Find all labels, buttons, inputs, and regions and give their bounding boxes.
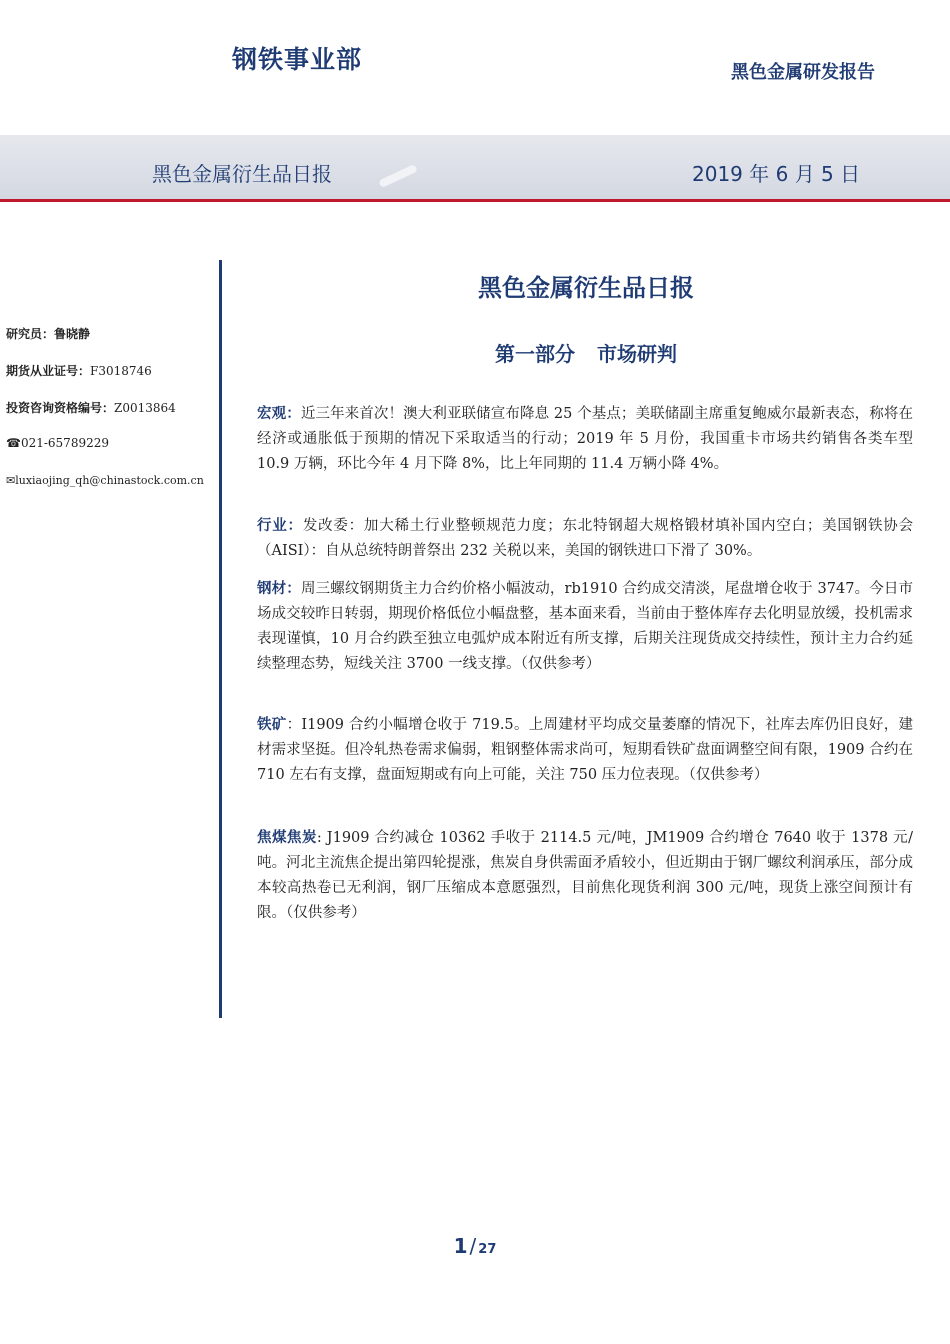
paragraph-label: 钢材： bbox=[257, 580, 301, 597]
researcher-label: 研究员： bbox=[6, 327, 55, 341]
report-date: 2019 年 6 月 5 日 bbox=[692, 162, 861, 186]
researcher-name: 鲁晓静 bbox=[54, 327, 91, 341]
paragraph-coke-coal bbox=[257, 825, 913, 926]
paragraph-text: : J1909 合约减仓 10362 手收于 2114.5 元/吨，JM1909 合约增仓 7640 收于 1378 元/吨。河北主流焦企提出第四轮提涨，焦炭自身供需面矛盾较小，但近期由于钢厂螺纹利润承压，部分成本较高热卷已无利润，钢厂压缩成本意愿强烈，目前焦化现货利润 300 元/吨，现货上涨空间预计有限。（仅供参考） bbox=[257, 830, 913, 921]
section-heading bbox=[222, 338, 950, 367]
paragraph-iron-ore bbox=[257, 712, 913, 788]
paragraph-text: 周三螺纹钢期货主力合约价格小幅波动，rb1910 合约成交清淡，尾盘增仓收于 3747。今日市场成交较昨日转弱，期现价格低位小幅盘整，基本面来看，当前由于整体库存去化明显放缓，投机需求表现谨慎，10 月合约跌至独立电弧炉成本附近有所支撑，后期关注现货成交持续性，预计主力合约延续整理态势，短线关注 3700 一线支撑。（仅供参考） bbox=[257, 581, 914, 672]
phone-info bbox=[6, 436, 109, 450]
paragraph-label: 焦煤焦炭 bbox=[257, 829, 317, 846]
department-name: 钢铁事业部 bbox=[232, 45, 363, 74]
document-title: 黑色金属衍生品日报 bbox=[478, 274, 694, 302]
current-page: 1 bbox=[453, 1234, 468, 1258]
section-part: 第一部分 bbox=[495, 342, 575, 366]
paragraph-text: 近三年来首次！澳大利亚联储宣布降息 25 个基点；美联储副主席重复鲍威尔最新表态，称将在经济或通胀低于预期的情况下采取适当的行动；2019 年 5 月份，我国重卡市场共约销售各类车型 10.9 万辆，环比今年 4 月下降 8%，比上年同期的 11.4 万辆小降 4%。 bbox=[257, 406, 914, 472]
email-address[interactable]: luxiaojing_qh@chinastock.com.cn bbox=[15, 474, 204, 487]
researcher-info bbox=[6, 325, 90, 342]
page-separator: / bbox=[469, 1234, 477, 1258]
advisory-cert-label: 投资咨询资格编号： bbox=[6, 401, 115, 415]
paragraph-label: 行业： bbox=[257, 517, 303, 534]
banner-title: 黑色金属衍生品日报 bbox=[152, 162, 332, 186]
advisory-cert-info bbox=[6, 399, 176, 416]
futures-cert-number: F3018746 bbox=[90, 364, 152, 378]
page-number bbox=[0, 1234, 950, 1258]
paragraph-industry bbox=[257, 513, 913, 564]
email-icon: ✉ bbox=[6, 474, 16, 487]
futures-cert-label: 期货从业证号： bbox=[6, 364, 91, 378]
paragraph-label: 宏观： bbox=[257, 405, 301, 422]
paragraph-text: ：I1909 合约小幅增仓收于 719.5。上周建材平均成交量萎靡的情况下，社库去库仍旧良好，建材需求坚挺。但冷轧热卷需求偏弱，粗钢整体需求尚可，短期看铁矿盘面调整空间有限，1909 合约在 710 左右有支撑，盘面短期或有向上可能，关注 750 压力位表现。（仅供参考） bbox=[257, 717, 914, 783]
paragraph-text: 发改委：加大稀土行业整顿规范力度；东北特钢超大规格锻材填补国内空白；美国钢铁协会（AISI）：自从总统特朗普祭出 232 关税以来，美国的钢铁进口下滑了 30%。 bbox=[257, 518, 914, 559]
phone-number: 021-65789229 bbox=[20, 436, 109, 450]
paragraph-steel bbox=[257, 576, 913, 677]
report-type-label: 黑色金属研发报告 bbox=[731, 62, 875, 83]
total-pages: 27 bbox=[478, 1242, 497, 1257]
advisory-cert-number: Z0013864 bbox=[114, 401, 176, 415]
banner-divider bbox=[0, 199, 950, 202]
paragraph-macro bbox=[257, 401, 913, 477]
sidebar-divider bbox=[219, 260, 222, 1018]
email-info bbox=[6, 474, 204, 487]
section-name: 市场研判 bbox=[597, 342, 677, 366]
phone-icon: ☎ bbox=[6, 436, 21, 450]
paragraph-label: 铁矿 bbox=[257, 716, 287, 733]
futures-cert-info bbox=[6, 362, 152, 379]
